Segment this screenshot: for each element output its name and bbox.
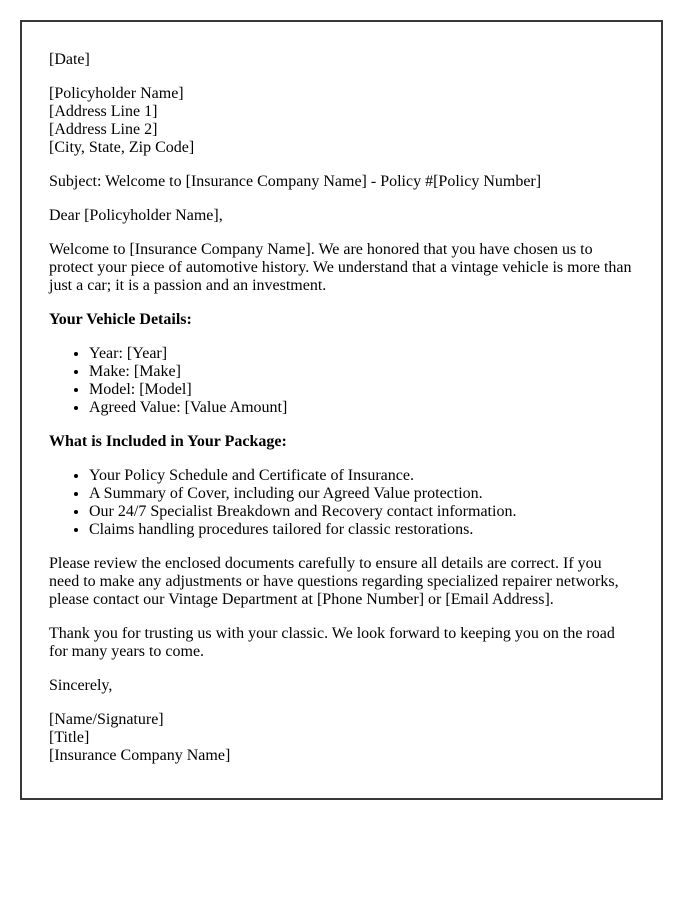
package-heading: What is Included in Your Package: <box>49 433 287 450</box>
intro-paragraph: Welcome to [Insurance Company Name]. We are honored that you have chosen us to protect your piece of automotive history. We understand that a vintage vehicle is more than just a car; it is a passion and an investment. <box>49 241 632 294</box>
address-line-2: [Address Line 2] <box>49 121 158 138</box>
thanks-paragraph: Thank you for trusting us with your classic. We look forward to keeping you on the road for many years to come. <box>49 625 615 660</box>
salutation: Dear [Policyholder Name], <box>49 207 223 224</box>
signature-title-line: [Title] <box>49 729 90 746</box>
vehicle-make-item: • Make: [Make] <box>89 363 633 381</box>
package-item-breakdown-recovery: • Our 24/7 Specialist Breakdown and Recovery contact information. <box>89 503 633 521</box>
vehicle-year-item: • Year: [Year] <box>89 345 633 363</box>
subject-line: Subject: Welcome to [Insurance Company Name] - Policy #[Policy Number] <box>49 173 542 190</box>
package-item-policy-schedule: • Your Policy Schedule and Certificate of Insurance. <box>89 467 633 485</box>
letter-page <box>20 20 663 800</box>
date-line: [Date] <box>49 51 90 68</box>
package-item-summary-of-cover: • A Summary of Cover, including our Agreed Value protection. <box>89 485 633 503</box>
city-state-zip-line: [City, State, Zip Code] <box>49 139 195 156</box>
signature-block <box>49 711 633 765</box>
vehicle-model-item: • Model: [Model] <box>89 381 633 399</box>
recipient-address-block <box>49 85 633 157</box>
closing: Sincerely, <box>49 677 113 694</box>
vehicle-details-list <box>49 345 633 417</box>
package-list <box>49 467 633 539</box>
review-paragraph: Please review the enclosed documents carefully to ensure all details are correct. If you need to make any adjustments or have questions regarding specialized repairer networks, please contact our Vintage Department at [Phone Number] or [Email Address]. <box>49 555 619 608</box>
recipient-name-line: [Policyholder Name] <box>49 85 184 102</box>
signature-name-line: [Name/Signature] <box>49 711 164 728</box>
address-line-1: [Address Line 1] <box>49 103 158 120</box>
package-item-claims-handling: • Claims handling procedures tailored for classic restorations. <box>89 521 633 539</box>
vehicle-details-heading: Your Vehicle Details: <box>49 311 192 328</box>
vehicle-agreed-value-item: • Agreed Value: [Value Amount] <box>89 399 633 417</box>
signature-company-line: [Insurance Company Name] <box>49 747 231 764</box>
